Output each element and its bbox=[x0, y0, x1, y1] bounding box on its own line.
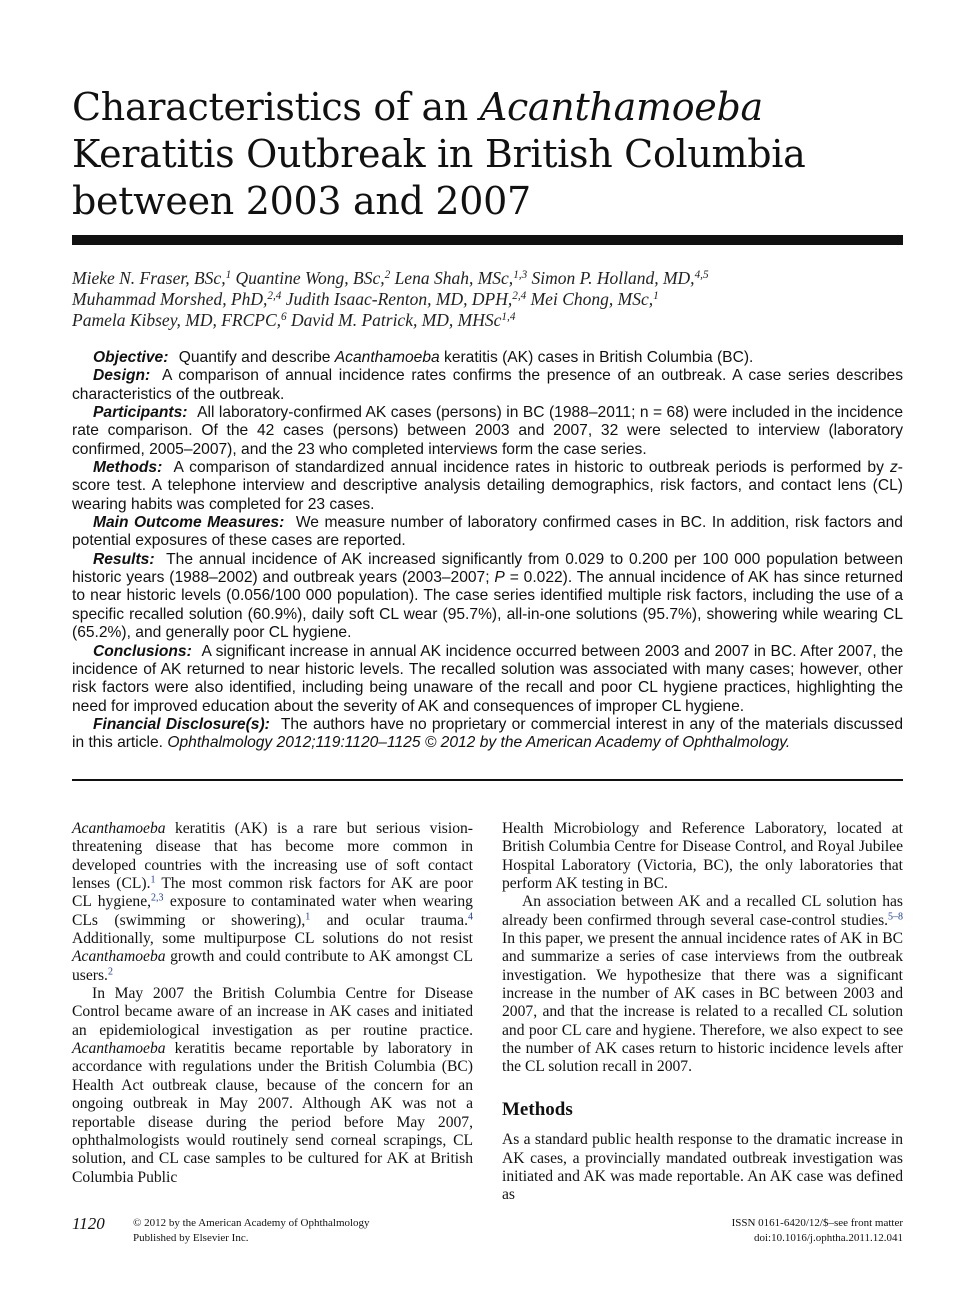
reference-citation: 1 bbox=[150, 874, 156, 886]
italic-text: Acanthamoeba bbox=[72, 948, 166, 966]
text-run: -score test. A telephone interview and descriptive analysis detailing demographics, risk factors, and contact lens (CL) wearing habits was completed for 23 cases. bbox=[72, 459, 903, 513]
body-paragraph bbox=[72, 820, 473, 985]
methods-heading: Methods bbox=[502, 1098, 573, 1120]
italic-text: P bbox=[494, 569, 505, 587]
abstract-section-label: Methods: bbox=[93, 459, 163, 477]
text-run: The most common risk factors for AK are poor CL hygiene, bbox=[72, 875, 473, 911]
text-run: Health Microbiology and Reference Laboratory, located at British Columbia Centre for Disease Control, and Royal Jubilee Hospital Laboratory (Victoria, BC), the only laboratories that perform AK testing in BC. bbox=[502, 820, 903, 893]
body-paragraph bbox=[72, 985, 473, 1187]
title-text: Characteristics of an bbox=[72, 85, 480, 129]
text-run: An association between AK and a recalled CL solution has already been confirmed through several case-control studies. bbox=[502, 893, 903, 929]
text-run: A comparison of standardized annual incidence rates in historic to outbreak periods is performed by bbox=[173, 459, 890, 477]
author-line bbox=[72, 268, 912, 289]
body-paragraph bbox=[502, 893, 903, 1076]
author-affiliation: 4,5 bbox=[694, 268, 709, 281]
abstract-section-label: Design: bbox=[93, 367, 151, 385]
text-run: A comparison of annual incidence rates confirms the presence of an outbreak. A case series describes characteristics of the outbreak. bbox=[72, 367, 903, 403]
title-text-2: Keratitis Outbreak in British Columbia between 2003 and 2007 bbox=[72, 132, 806, 223]
abstract-section-label: Financial Disclosure(s): bbox=[93, 715, 270, 733]
footer-left bbox=[133, 1216, 370, 1246]
title-rule bbox=[72, 235, 903, 245]
author-line bbox=[72, 289, 912, 310]
text-run: keratitis became reportable by laboratory in accordance with regulations under the British Columbia (BC) Health Act outbreak clause, because of the concern for an ongoing outbreak in May 2007. Although AK was not a reportable disease during the period before May 2007, ophthalmologists would routinely send corneal scrapings, CL solution, and CL case samples to be cultured for AK at British Columbia Public bbox=[72, 1040, 473, 1186]
italic-text: Acanthamoeba bbox=[72, 1040, 166, 1058]
body-paragraph bbox=[502, 820, 903, 893]
author-name: David M. Patrick, MD, MHSc bbox=[290, 310, 502, 330]
text-run: = 0.022). The annual incidence of AK has since returned to near historic levels (0.056/100 000 population). The case series identified multiple risk factors, including the use of a specific recalled solution (60.9%), daily soft CL wear (95.7%), all-in-one solutions (95.7%), showering while wearing CL (65.2%), and generally poor CL hygiene. bbox=[72, 569, 903, 642]
text-run: The authors have no proprietary or commercial interest in any of the materials discussed in this article. bbox=[72, 715, 903, 752]
italic-text: Ophthalmology 2012;119:1120–1125 © 2012 by the American Academy of Ophthalmology. bbox=[167, 734, 791, 752]
author-affiliation: 2,4 bbox=[267, 289, 282, 302]
author-affiliation: 6 bbox=[281, 310, 287, 323]
footer-right bbox=[732, 1216, 903, 1246]
author-affiliation: 2,4 bbox=[512, 289, 527, 302]
author-name: Mieke N. Fraser, BSc, bbox=[72, 268, 226, 288]
abstract-section-label: Objective: bbox=[93, 349, 169, 366]
author-name: Simon P. Holland, MD, bbox=[531, 268, 695, 288]
reference-citation: 1 bbox=[305, 911, 311, 923]
author-name: Pamela Kibsey, MD, FRCPC, bbox=[72, 310, 282, 330]
author-affiliation: 2 bbox=[384, 268, 391, 281]
italic-text: Acanthamoeba bbox=[72, 820, 166, 837]
body-right-paragraphs bbox=[502, 820, 903, 1077]
text-run: keratitis (AK) cases in British Columbia (BC). bbox=[439, 349, 754, 366]
abstract-section bbox=[72, 514, 903, 551]
abstract-section bbox=[72, 459, 903, 514]
page-number: 1120 bbox=[72, 1214, 105, 1233]
text-run: We measure number of laboratory confirmed cases in BC. In addition, risk factors and potential exposures of these cases are reported. bbox=[72, 514, 903, 550]
text-run: keratitis (AK) is a rare but serious vision-threatening disease that has become more common in developed countries with the increasing use of soft contact lenses (CL). bbox=[72, 820, 473, 893]
text-run: exposure to contaminated water when wearing CLs (swimming or showering), bbox=[72, 893, 473, 929]
footer-publisher: Published by Elsevier Inc. bbox=[133, 1232, 249, 1244]
footer-copyright: © 2012 by the American Academy of Ophthalmology bbox=[133, 1217, 370, 1229]
abstract-section bbox=[72, 367, 903, 404]
text-run: All laboratory-confirmed AK cases (persons) in BC (1988–2011; n = 68) were included in the incidence rate comparison. Of the 42 cases (persons) between 2003 and 2007, 32 were selected to interview (laboratory confirmed, 2005–2007), and the 23 who completed interviews form the case series. bbox=[72, 404, 903, 458]
author-affiliation: 1 bbox=[225, 268, 232, 281]
reference-citation: 2,3 bbox=[151, 892, 164, 904]
footer-doi: doi:10.1016/j.ophtha.2011.12.041 bbox=[753, 1232, 903, 1244]
text-run: In May 2007 the British Columbia Centre for Disease Control became aware of an increase in AK cases and initiated an epidemiological investigation as per routine practice. bbox=[72, 985, 473, 1039]
abstract-section bbox=[72, 551, 903, 643]
author-affiliation: 1,4 bbox=[501, 310, 516, 323]
article-title bbox=[72, 84, 912, 225]
abstract-section-label: Main Outcome Measures: bbox=[93, 514, 285, 532]
italic-text: z bbox=[890, 459, 898, 477]
abstract-section-label: Participants: bbox=[93, 404, 188, 422]
footer-issn: ISSN 0161-6420/12/$–see front matter bbox=[731, 1217, 903, 1229]
abstract bbox=[72, 349, 903, 753]
abstract-section bbox=[72, 716, 903, 753]
author-name: Muhammad Morshed, PhD, bbox=[72, 289, 268, 309]
title-italic-text: Acanthamoeba bbox=[479, 85, 763, 129]
author-list bbox=[72, 268, 912, 331]
author-affiliation: 1 bbox=[653, 289, 659, 302]
text-run: and ocular trauma. bbox=[310, 911, 469, 929]
page-footer bbox=[72, 1214, 903, 1246]
reference-citation: 2 bbox=[107, 966, 113, 978]
methods-paragraph: As a standard public health response to the dramatic increase in AK cases, a provincially mandated outbreak investigation was initiated and AK was made reportable. An AK case was defined as bbox=[502, 1131, 903, 1204]
author-name: Mei Chong, MSc, bbox=[530, 289, 654, 309]
text-run: In this paper, we present the annual incidence rates of AK in BC and summarize a series of case interviews from the outbreak investigation. We hypothesize that there was a significant increase in the number of AK cases in BC between 2003 and 2007, and that the increase is related to a recalled CL solution and poor CL care and hygiene. Therefore, we also expect to see the number of AK cases return to historic incidence levels after the CL solution recall in 2007. bbox=[502, 930, 903, 1076]
author-name: Lena Shah, MSc, bbox=[394, 268, 514, 288]
reference-citation: 4 bbox=[468, 911, 473, 923]
author-name: Judith Isaac-Renton, MD, DPH, bbox=[285, 289, 513, 309]
reference-citation: 5–8 bbox=[888, 911, 903, 923]
abstract-section bbox=[72, 349, 903, 367]
italic-text: Acanthamoeba bbox=[334, 349, 440, 366]
body-column-right bbox=[502, 820, 903, 1205]
author-line bbox=[72, 310, 912, 331]
author-name: Quantine Wong, BSc, bbox=[235, 268, 385, 288]
body-column-left bbox=[72, 820, 473, 1187]
author-affiliation: 1,3 bbox=[513, 268, 528, 281]
abstract-section bbox=[72, 404, 903, 459]
abstract-section-label: Conclusions: bbox=[93, 642, 192, 660]
text-run: Additionally, some multipurpose CL solutions do not resist bbox=[72, 930, 473, 948]
abstract-section-label: Results: bbox=[93, 550, 155, 568]
text-run: The annual incidence of AK increased significantly from 0.029 to 0.200 per 100 000 population between historic years (1988–2002) and outbreak years (2003–2007; bbox=[72, 550, 903, 587]
text-run: A significant increase in annual AK incidence occurred between 2003 and 2007 in BC. After 2007, the incidence of AK returned to near historic levels. The recalled solution was associated with many cases; however, other risk factors were also identified, including being unaware of the recall and poor CL hygiene practices, highlighting the need for improved education about the severity of AK and consequences of improper CL hygiene. bbox=[72, 642, 903, 715]
abstract-divider bbox=[72, 779, 903, 781]
abstract-section bbox=[72, 643, 903, 716]
text-run: Quantify and describe bbox=[178, 349, 335, 366]
text-run: growth and could contribute to AK amongst CL users. bbox=[72, 948, 473, 984]
